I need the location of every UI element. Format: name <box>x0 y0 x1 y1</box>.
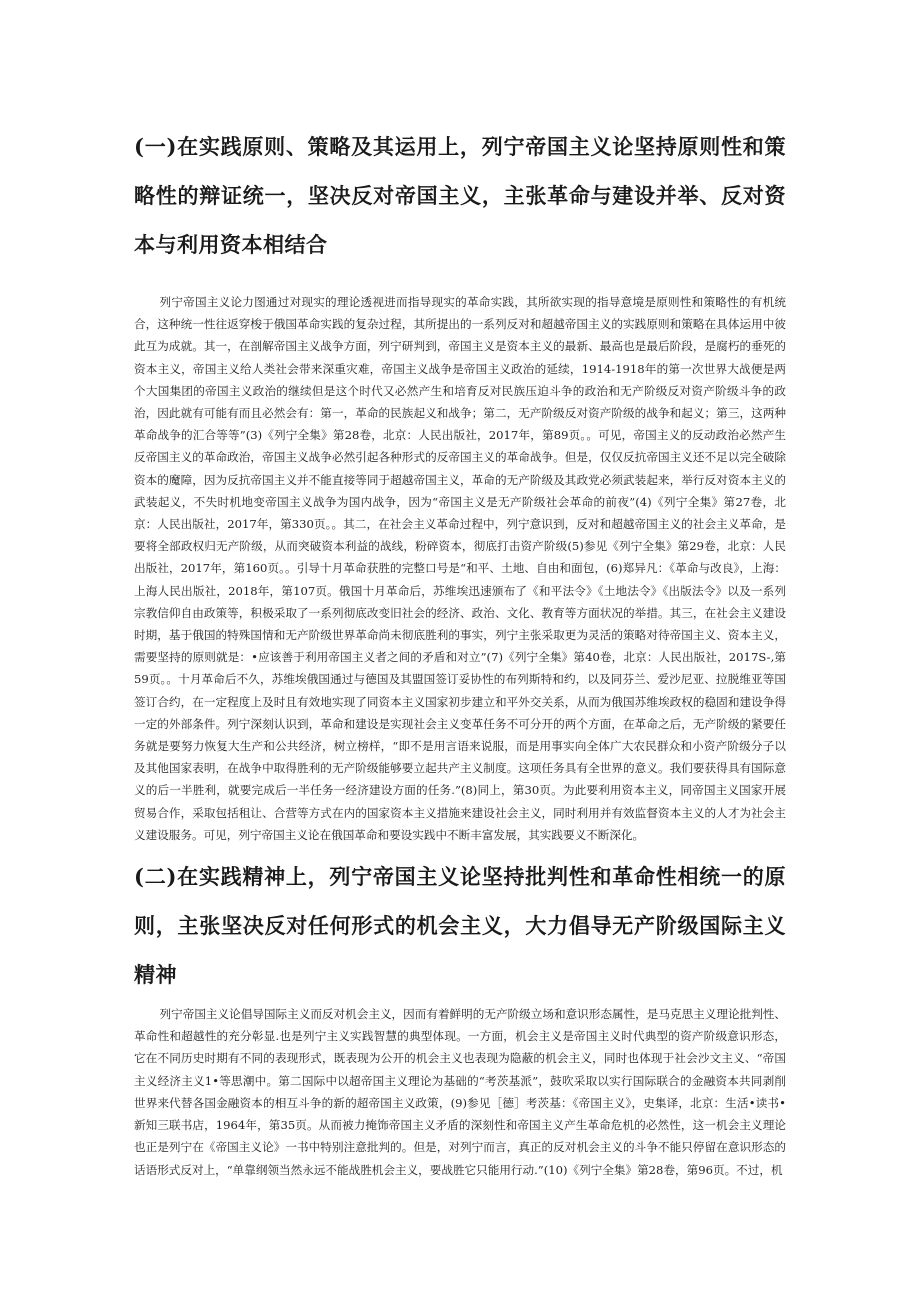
section-paragraph-1: 列宁帝国主义论力图通过对现实的理论透视进而指导现实的革命实践，其所欲实现的指导意境是原则性和策略性的有机统合，这种统一性往返穿梭于俄国革命实践的复杂过程，其所提出的一系列反对和超越帝国主义的实践原则和策略在具体运用中彼此互为成就。其一，在剖解帝国主义战争方面，列宁研判到，帝国主义是资本主义的最新、最高也是最后阶段，是腐朽的垂死的资本主义，帝国主义给人类社会带来深重灾难，帝国主义战争是帝国主义政治的延续，1914-1918年的第一次世界大战便是两个大国集团的帝国主义政治的继续但是这个时代又必然产生和培育反对民族压迫斗争的政治和无产阶级反对资产阶级斗争的政治，因此就有可能有而且必然会有：第一，革命的民族起义和战争；第二，无产阶级反对资产阶级的战争和起义；第三，这两种革命战争的汇合等等”(3)《列宁全集》第28卷，北京：人民出版社，2017年，第89页。。可见，帝国主义的反动政治必然产生反帝国主义的革命政治，帝国主义战争必然引起各种形式的反帝国主义的革命战争。但是，仅仅反抗帝国主义还不足以完全破除资本的魔障，因为反抗帝国主义并不能直接等同于超越帝国主义，革命的无产阶级及其政党必须武装起来，举行反对资本主义的武装起义，不失时机地变帝国主义战争为国内战争，因为“帝国主义是无产阶级社会革命的前夜”(4)《列宁全集》第27卷，北京：人民出版社，2017年，第330页。。其二，在社会主义革命过程中，列宁意识到，反对和超越帝国主义的社会主义革命，是要将全部政权归无产阶级，从而突破资本利益的战线，粉碎资本，彻底打击资产阶级(5)参见《列宁全集》第29卷，北京：人民出版社，2017年，第160页。。引导十月革命获胜的完整口号是“和平、土地、自由和面包，(6)郑异凡：《革命与改良》，上海：上海人民出版社，2018年，第107页。俄国十月革命后，苏维埃迅速颁布了《和平法令》《土地法令》《出版法令》以及一系列宗教信仰自由政策等，积极采取了一系列彻底改变旧社会的经济、政治、文化、教育等方面状况的举措。其三，在社会主义建设时期，基于俄国的特殊国情和无产阶级世界革命尚未彻底胜利的事实，列宁主张采取更为灵活的策略对待帝国主义、资本主义，需要坚持的原则就是：•应该善于利用帝国主义者之间的矛盾和对立”(7)《列宁全集》第40卷，北京：人民出版社，2017S-,第59页。。十月革命后不久，苏维埃俄国通过与德国及其盟国签订妥协性的布列斯特和约，以及同芬兰、爱沙尼亚、拉脱维亚等国签订合约，在一定程度上及时且有效地实现了同资本主义国家初步建立和平外交关系，从而为俄国苏维埃政权的稳固和建设争得一定的外部条件。列宁深刻认识到，革命和建设是实现社会主义变革任务不可分开的两个方面，在革命之后，无产阶级的紧要任务就是要努力恢复大生产和公共经济，树立榜样，“即不是用言语来说服，而是用事实向全体广大农民群众和小资产阶级分子以及其他国家表明，在战争中取得胜利的无产阶级能够要立起共产主义制度。这项任务具有全世界的意义。我们要获得具有国际意义的后一半胜利，就要完成后一半任务一经济建设方面的任务.”(8)同上，第30页。为此要利用资本主义，同帝国主义国家开展贸易合作，采取包括租让、合营等方式在内的国家资本主义措施来建设社会主义，同时利用并有效监督资本主义的人才为社会主义建设服务。可见，列宁帝国主义论在俄国革命和要设实践中不断丰富发展，其实践要义不断深化。 <box>134 295 786 842</box>
document-content <box>134 122 786 1181</box>
section-heading-2: (二)在实践精神上，列宁帝国主义论坚持批判性和革命性相统一的原则，主张坚决反对任何形式的机会主义，大力倡导无产阶级国际主义精神 <box>134 864 786 988</box>
section-paragraph-2: 列宁帝国主义论倡导国际主义而反对机会主义，因而有着鲜明的无产阶级立场和意识形态属性，是马克思主义理论批判性、革命性和超越性的充分彰显.也是列宁主义实践智慧的典型体现。一方面，机会主义是帝国主义时代典型的资产阶级意识形态，它在不同历史时期有不同的表现形式，既表现为公开的机会主义也表现为隐蔽的机会主义，同时也体现于社会沙文主义、“帝国主义经济主义1•等思潮中。第二国际中以超帝国主义理论为基础的“考茨基派”，鼓吹采取以实行国际联合的金融资本共同剥削世界来代替各国金融资本的相互斗争的新的超帝国主义政策，(9)参见［德］考茨基：《帝国主义》，史集译，北京：生活•读书•新知三联书店，1964年，第35页。从而被力掩饰帝国主义矛盾的深刻性和帝国主义产生革命危机的必然性，这一机会主义理论也正是列宁在《帝国主义论》一书中特别注意批判的。但是，对列宁而言，真正的反对机会主义的斗争不能只停留在意识形态的话语形式反对上，“单靠纲领当然永远不能战胜机会主义，要战胜它只能用行动.”(10)《列宁全集》第28卷，第96页。不过，机 <box>134 1007 786 1177</box>
section-heading-1: (一)在实践原则、策略及其运用上，列宁帝国主义论坚持原则性和策略性的辩证统一，坚决反对帝国主义，主张革命与建设并举、反对资本与利用资本相结合 <box>134 134 786 257</box>
